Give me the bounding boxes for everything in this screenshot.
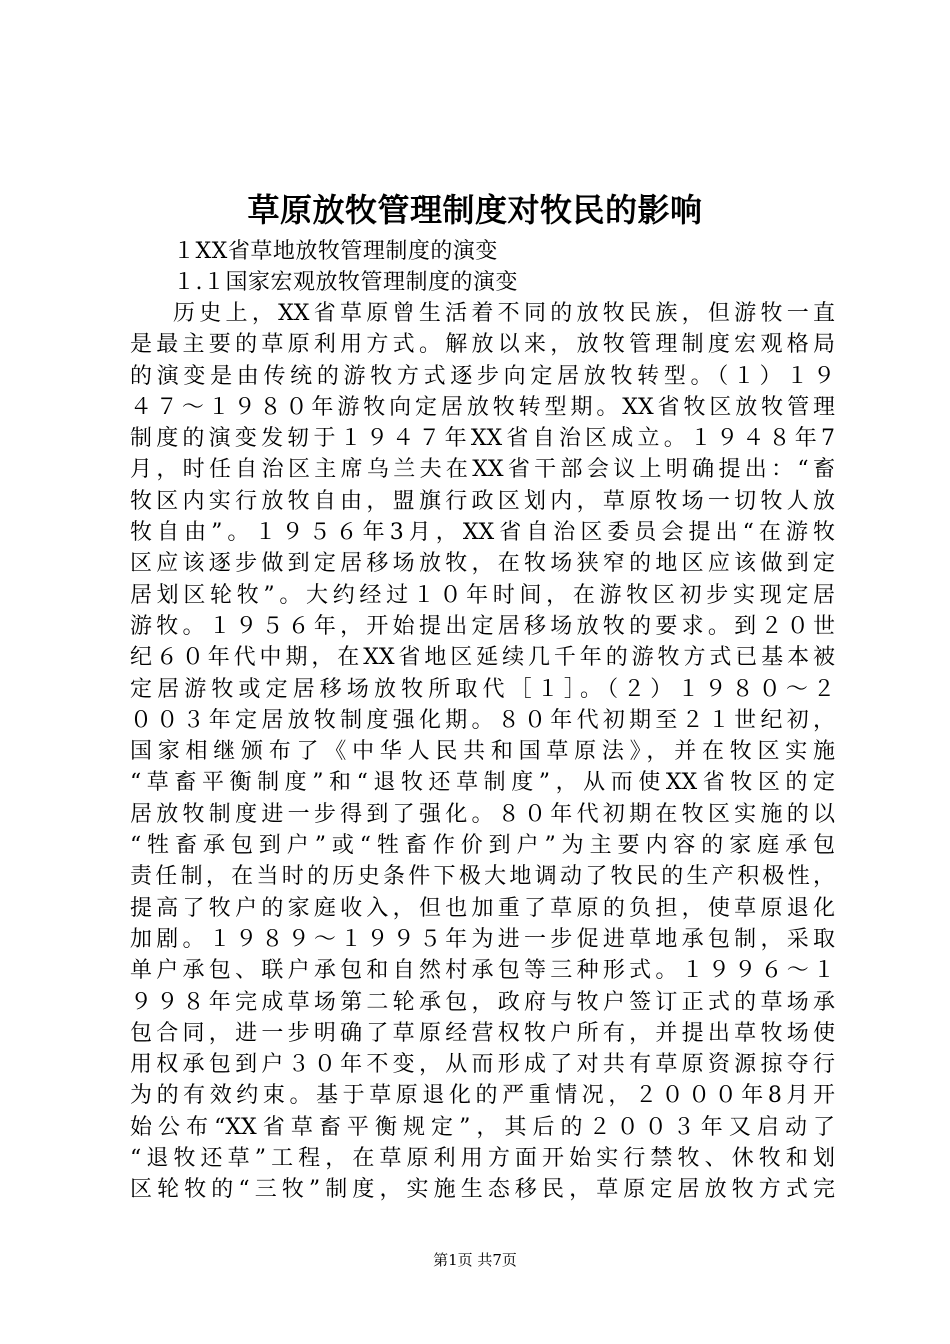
body-line: 纪６０年代中期，在XX省地区延续几千年的游牧方式已基本被 [130, 645, 835, 671]
body-line: 是最主要的草原利用方式。解放以来，放牧管理制度宏观格局 [130, 332, 835, 358]
body-line: 居划区轮牧”。大约经过１０年时间，在游牧区初步实现定居 [130, 582, 835, 608]
body-line: 的演变是由传统的游牧方式逐步向定居放牧转型。（１）１９ [130, 363, 835, 389]
body-line: 历史上，XX省草原曾生活着不同的放牧民族，但游牧一直 [173, 301, 835, 326]
body-line: 制度的演变发轫于１９４７年XX省自治区成立。１９４８年7 [130, 426, 835, 452]
body-line: 包合同，进一步明确了草原经营权牧户所有，并提出草牧场使 [130, 1020, 835, 1046]
body-line: 用权承包到户３０年不变，从而形成了对共有草原资源掠夺行 [130, 1052, 835, 1078]
body-line: 定居游牧或定居移场放牧所取代［１］。（２）１９８０～２ [130, 676, 835, 702]
body-line: 提高了牧户的家庭收入，但也加重了草原的负担，使草原退化 [130, 895, 835, 921]
body-line: 区轮牧的“三牧”制度，实施生态移民，草原定居放牧方式完 [130, 1177, 835, 1203]
body-line: 单户承包、联户承包和自然村承包等三种形式。１９９６～１ [130, 958, 835, 984]
body-line: 为的有效约束。基于草原退化的严重情况，２０００年8月开 [130, 1083, 835, 1109]
body-line: “退牧还草”工程，在草原利用方面开始实行禁牧、休牧和划 [130, 1146, 835, 1172]
body-line: 始公布“XX省草畜平衡规定”，其后的２００３年又启动了 [130, 1114, 835, 1140]
body-line: ４７～１９８０年游牧向定居放牧转型期。XX省牧区放牧管理 [130, 394, 835, 420]
section-heading-1: １XX省草地放牧管理制度的演变 [173, 239, 498, 264]
body-line: 居放牧制度进一步得到了强化。８０年代初期在牧区实施的以 [130, 801, 835, 827]
body-line: 加剧。１９８９～１９９５年为进一步促进草地承包制，采取 [130, 926, 835, 952]
body-line: 游牧。１９５６年，开始提出定居移场放牧的要求。到２０世 [130, 613, 835, 639]
body-line: “草畜平衡制度”和“退牧还草制度”，从而使XX省牧区的定 [130, 770, 835, 796]
body-line: “牲畜承包到户”或“牲畜作价到户”为主要内容的家庭承包 [130, 833, 835, 859]
body-paragraph [130, 298, 835, 1206]
body-line: 牧区内实行放牧自由，盟旗行政区划内，草原牧场一切牧人放 [130, 488, 835, 514]
body-line: 牧自由”。１９５６年3月，XX省自治区委员会提出“在游牧 [130, 520, 835, 546]
body-line: ００３年定居放牧制度强化期。８０年代初期至２１世纪初， [130, 707, 835, 733]
document-title: 草原放牧管理制度对牧民的影响 [247, 191, 703, 229]
body-line: 责任制，在当时的历史条件下极大地调动了牧民的生产积极性， [130, 864, 835, 890]
section-heading-1-1: １.１国家宏观放牧管理制度的演变 [173, 270, 518, 295]
body-line: ９９８年完成草场第二轮承包，政府与牧户签订正式的草场承 [130, 989, 835, 1015]
body-line: 月，时任自治区主席乌兰夫在XX省干部会议上明确提出：“畜 [130, 457, 835, 483]
body-line: 区应该逐步做到定居移场放牧，在牧场狭窄的地区应该做到定 [130, 551, 835, 577]
body-line: 国家相继颁布了《中华人民共和国草原法》，并在牧区实施 [130, 739, 835, 765]
page-footer: 第1页 共7页 [433, 1251, 517, 1269]
